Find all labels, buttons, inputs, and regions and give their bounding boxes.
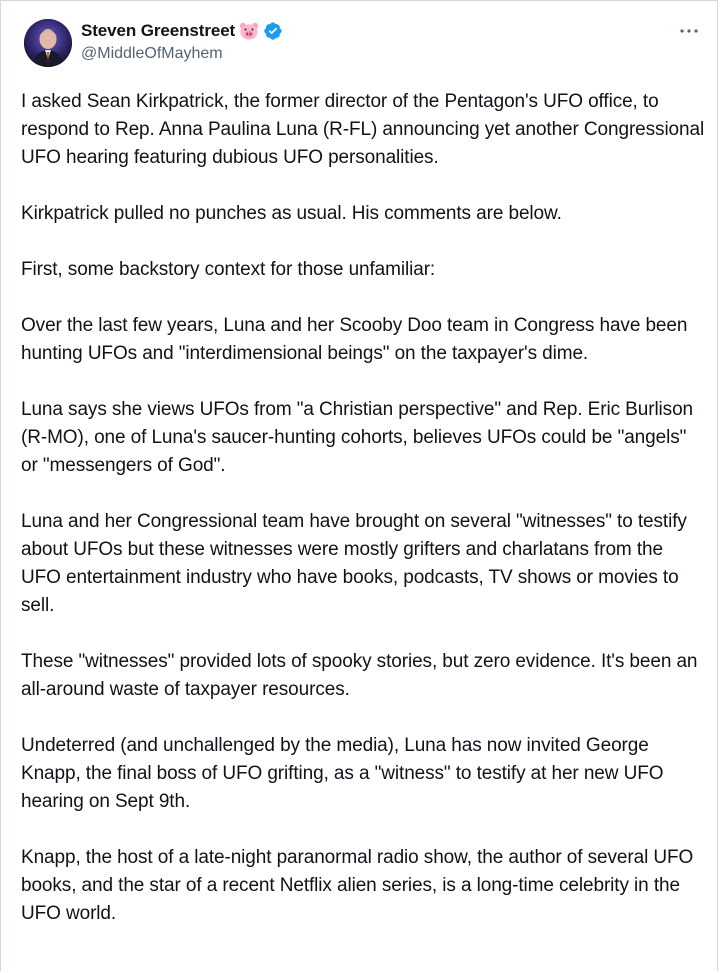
tweet-paragraph: Undeterred (and unchallenged by the media), Luna has now invited George Knapp, the final boss of UFO grifting, as a "witness" to testify at her new UFO hearing on Sept 9th. [21,735,664,812]
tweet-paragraph: These "witnesses" provided lots of spooky stories, but zero evidence. It's been an all-around waste of taxpayer resources. [21,651,698,700]
avatar-portrait-icon [24,19,72,67]
avatar[interactable] [24,19,72,67]
tweet-header [21,17,701,69]
name-row [81,20,283,42]
more-options-label [701,21,702,22]
author-names [81,20,283,63]
tweet-paragraph: Luna says she views UFOs from "a Christian perspective" and Rep. Eric Burlison (R-MO), one of Luna's saucer-hunting cohorts, believes UFOs could be "angels" or "messengers of God". [21,399,694,476]
tweet-paragraph: Knapp, the host of a late-night paranormal radio show, the author of several UFO books, and the star of a recent Netflix alien series, is a long-time celebrity in the UFO world. [21,847,694,924]
author-display-name[interactable]: Steven Greenstreet [81,21,236,40]
tweet-paragraph: I asked Sean Kirkpatrick, the former director of the Pentagon's UFO office, to respond to Rep. Anna Paulina Luna (R-FL) announcing yet another Congressional UFO hearing featuring dubious UFO personalities. [21,91,705,168]
tweet-paragraph: Luna and her Congressional team have brought on several "witnesses" to testify about UFOs but these witnesses were mostly grifters and charlatans from the UFO entertainment industry who have books, podcasts, TV shows or movies to sell. [21,511,687,616]
more-options-icon[interactable] [677,21,701,41]
tweet-paragraph: Over the last few years, Luna and her Scooby Doo team in Congress have been hunting UFOs and "interdimensional beings" on the taxpayer's dime. [21,315,688,364]
pig-face-icon [239,22,259,40]
author-handle[interactable]: @MiddleOfMayhem [81,45,223,62]
tweet-text [21,88,706,928]
tweet-paragraph: First, some backstory context for those unfamiliar: [21,259,436,280]
verified-badge-icon[interactable] [263,21,283,41]
tweet-paragraph: Kirkpatrick pulled no punches as usual. His comments are below. [21,203,562,224]
